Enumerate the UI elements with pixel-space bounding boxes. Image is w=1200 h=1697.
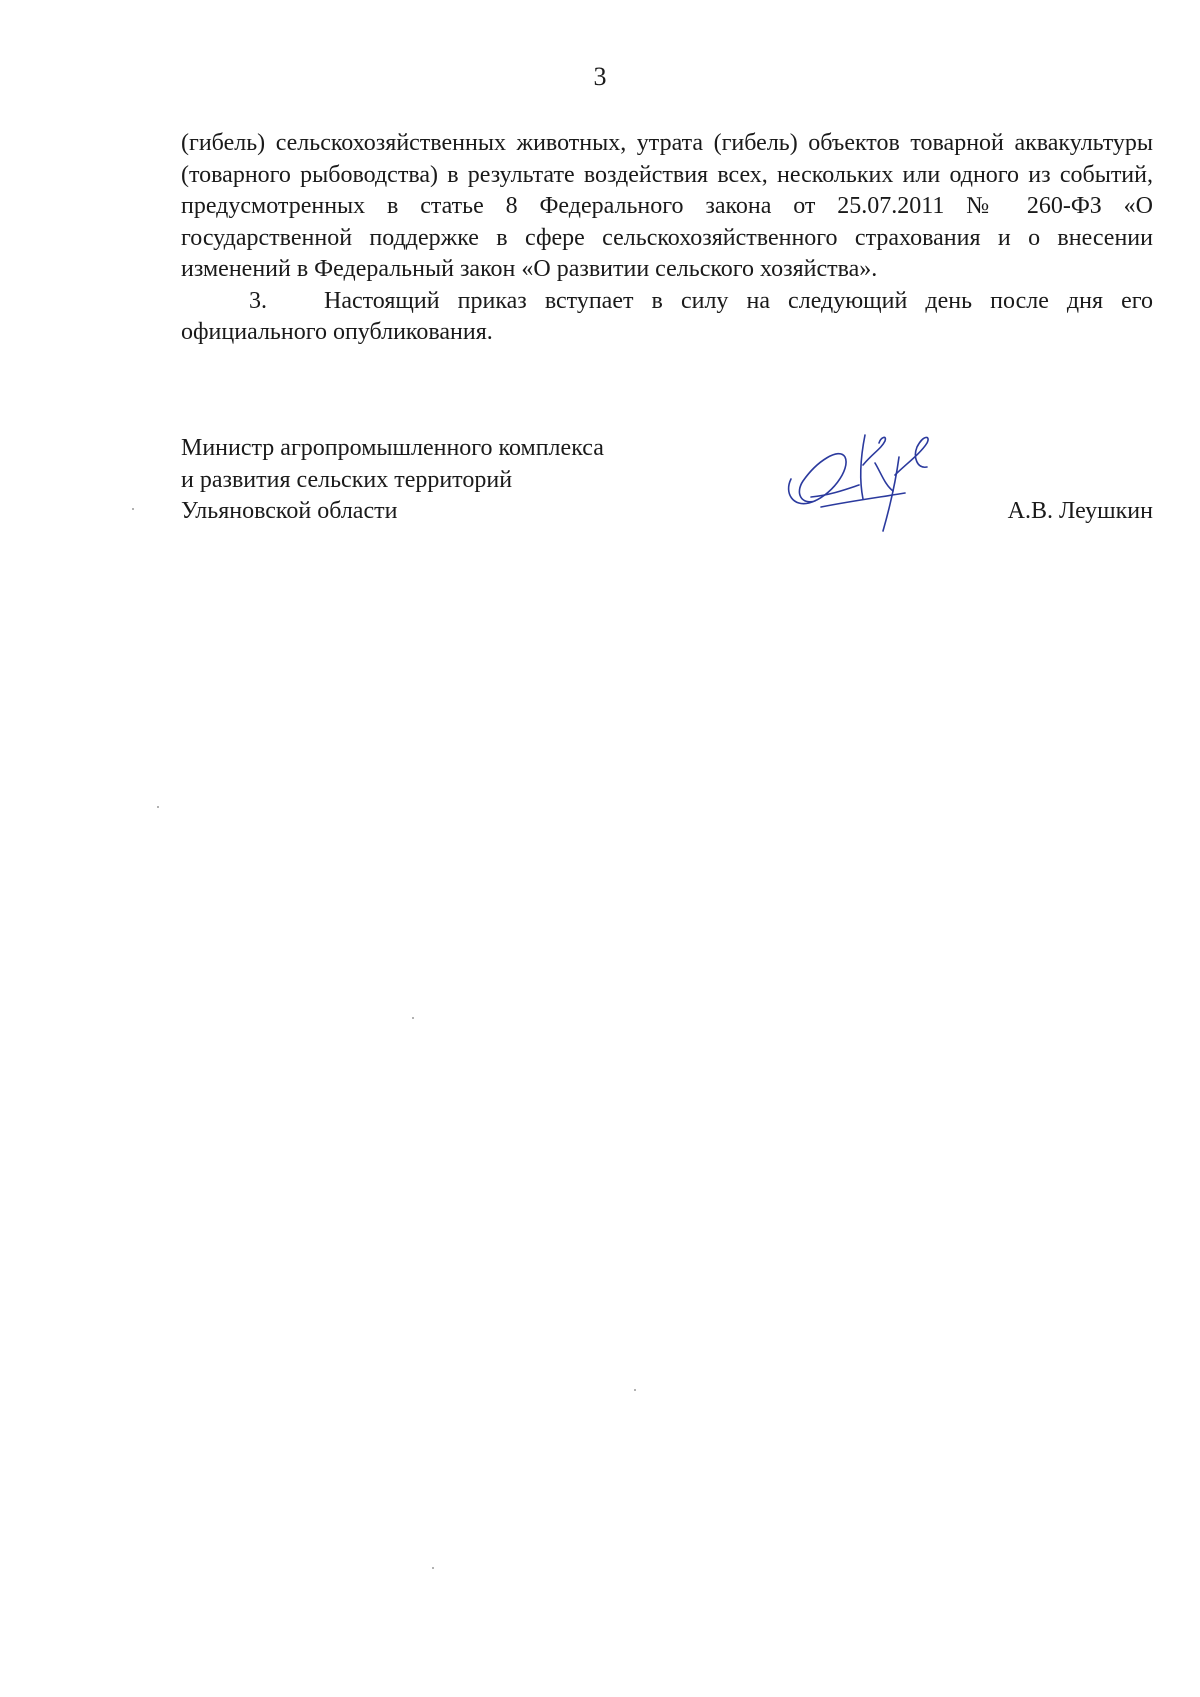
document-body	[181, 128, 1153, 349]
page-number: 3	[593, 62, 607, 91]
scan-speck	[157, 806, 159, 808]
signer-title-line-3: Ульяновской области	[181, 498, 398, 524]
signer-title-line-2: и развития сельских территорий	[181, 466, 513, 493]
clause-3	[181, 286, 1153, 349]
clause-3-text: Настоящий приказ вступает в силу на следующий день после дня его официального опубликования.	[181, 287, 1153, 345]
signature-stroke-curve	[875, 463, 893, 491]
scan-speck	[132, 508, 134, 510]
signature-stroke-stem-1	[861, 435, 865, 499]
signer-name: А.В. Леушкин	[1007, 498, 1153, 524]
signature-stroke-hook	[863, 437, 885, 465]
signature-stroke-tail	[811, 485, 859, 497]
signer-title-line-1: Министр агропромышленного комплекса	[181, 435, 604, 461]
paragraph-continuation: (гибель) сельскохозяйственных животных, утрата (гибель) объектов товарной аквакультуры (товарного рыбоводства) в результате воздействия всех, нескольких или одного из событий, предусмотренных в статье 8 Федерального закона от 25.07.2011 № 260-ФЗ «О государственной поддержке в сфере сельскохозяйственного страхования и о внесении изменений в Федеральный закон «О развитии сельского хозяйства».	[181, 130, 1153, 282]
handwritten-signature	[781, 419, 951, 539]
scan-speck	[412, 1017, 414, 1019]
scan-speck	[432, 1567, 434, 1569]
clause-3-number: 3.	[249, 287, 267, 314]
signature-stroke-bowl	[895, 437, 928, 475]
signer-title	[181, 433, 701, 528]
signature-block	[181, 433, 1153, 563]
scan-speck	[634, 1389, 636, 1391]
